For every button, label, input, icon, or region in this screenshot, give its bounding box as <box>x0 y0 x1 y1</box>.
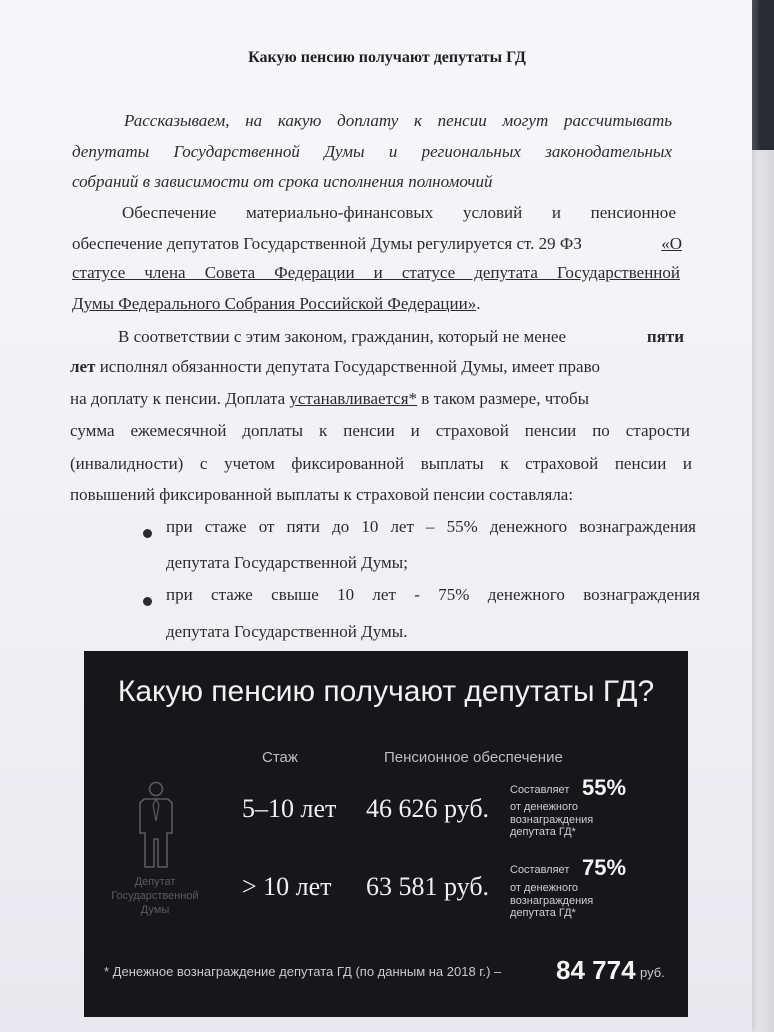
person-caption <box>100 875 210 917</box>
lead-line-2: депутаты Государственной Думы и региональных законодательных <box>72 142 672 161</box>
column-header-stazh: Стаж <box>262 749 298 766</box>
bullet-2-line-2: депутата Государственной Думы. <box>166 622 408 641</box>
pension-infographic <box>84 651 688 1017</box>
bullet-1-line-2: депутата Государственной Думы; <box>166 553 408 572</box>
p2-line-4: сумма ежемесячной доплаты к пенсии и страховой пенсии по старости <box>70 421 690 440</box>
law-link-line-2[interactable]: Думы Федерального Собрания Российской Федерации» <box>72 294 477 313</box>
bullet-dot-1 <box>143 529 152 538</box>
row-1-desc-1: от денежного <box>510 801 579 813</box>
p2-line-1 <box>118 327 684 347</box>
p2-line-3 <box>70 389 686 409</box>
lead-line-1: Рассказываем, на какую доплату к пенсии могут рассчитывать <box>124 111 672 130</box>
p1-line-2-text: обеспечение депутатов Государственной Думы регулируется ст. 29 ФЗ <box>72 234 582 253</box>
row-2-stazh: > 10 лет <box>242 872 332 901</box>
row-1-amount: 46 626 руб. <box>366 794 490 823</box>
p2-line-6: повышений фиксированной выплаты к страховой пенсии составляла: <box>70 485 574 504</box>
p1-line-1: Обеспечение материально-финансовых условий и пенсионное <box>122 203 676 222</box>
p1-line-2 <box>72 234 682 254</box>
footnote-unit: руб. <box>640 965 665 980</box>
row-2-percent: 75% <box>582 855 627 880</box>
p2-line-3-c: в таком размере, чтобы <box>417 389 590 408</box>
p1-period: . <box>476 294 481 313</box>
lead-line-3: собраний в зависимости от срока исполнения полномочий <box>72 172 493 191</box>
row-1-pct-label: Составляет <box>510 784 570 796</box>
row-1-percent: 55% <box>582 775 627 800</box>
row-1-description <box>510 801 630 839</box>
row-2-desc-2: вознаграждения <box>510 894 594 907</box>
row-2-pct-label: Составляет <box>510 864 570 876</box>
p2-bold-years: лет <box>70 357 96 376</box>
p2-bold-five: пяти <box>646 327 684 346</box>
bullet-2-line-1: при стаже свыше 10 лет - 75% денежного вознаграждения <box>166 585 700 604</box>
p2-line-2-text: исполнял обязанности депутата Государственной Думы, имеет право <box>95 357 600 376</box>
caption-line-1: Депутат <box>134 876 176 888</box>
column-header-pension: Пенсионное обеспечение <box>384 749 563 766</box>
row-2-amount: 63 581 руб. <box>366 872 490 901</box>
row-2-desc-1: от денежного <box>510 882 579 894</box>
bullet-1-line-1: при стаже от пяти до 10 лет – 55% денежного вознаграждения <box>166 517 696 536</box>
p2-line-2 <box>70 357 682 377</box>
person-silhouette-icon <box>136 781 176 869</box>
infographic-footnote: * Денежное вознаграждение депутата ГД (по данным на 2018 г.) – <box>104 964 502 979</box>
row-1-desc-3: депутата ГД* <box>510 826 576 838</box>
law-link-line-1[interactable]: статусе члена Совета Федерации и статусе депутата Государственной <box>72 263 680 282</box>
row-2-description <box>510 882 630 920</box>
row-1-stazh: 5–10 лет <box>242 794 337 823</box>
p2-line-1-text: В соответствии с этим законом, гражданин, который не менее <box>118 327 566 346</box>
p2-line-3-a: на доплату к пенсии. Доплата <box>70 389 290 408</box>
row-1-desc-2: вознаграждения <box>510 813 594 826</box>
bullet-dot-2 <box>143 597 152 606</box>
document-title: Какую пенсию получают депутаты ГД <box>248 49 526 66</box>
caption-line-3: Думы <box>140 904 170 916</box>
footnote-value: 84 774 <box>556 955 636 985</box>
row-2-desc-3: депутата ГД* <box>510 907 576 919</box>
caption-line-2: Государственной <box>111 890 199 902</box>
p1-line-4 <box>72 294 682 314</box>
established-link[interactable]: устанавливается* <box>289 389 418 408</box>
law-link-start[interactable]: «О <box>661 234 682 253</box>
p2-line-5: (инвалидности) с учетом фиксированной выплаты к страховой пенсии и <box>70 454 692 473</box>
infographic-title: Какую пенсию получают депутаты ГД? <box>117 675 655 708</box>
